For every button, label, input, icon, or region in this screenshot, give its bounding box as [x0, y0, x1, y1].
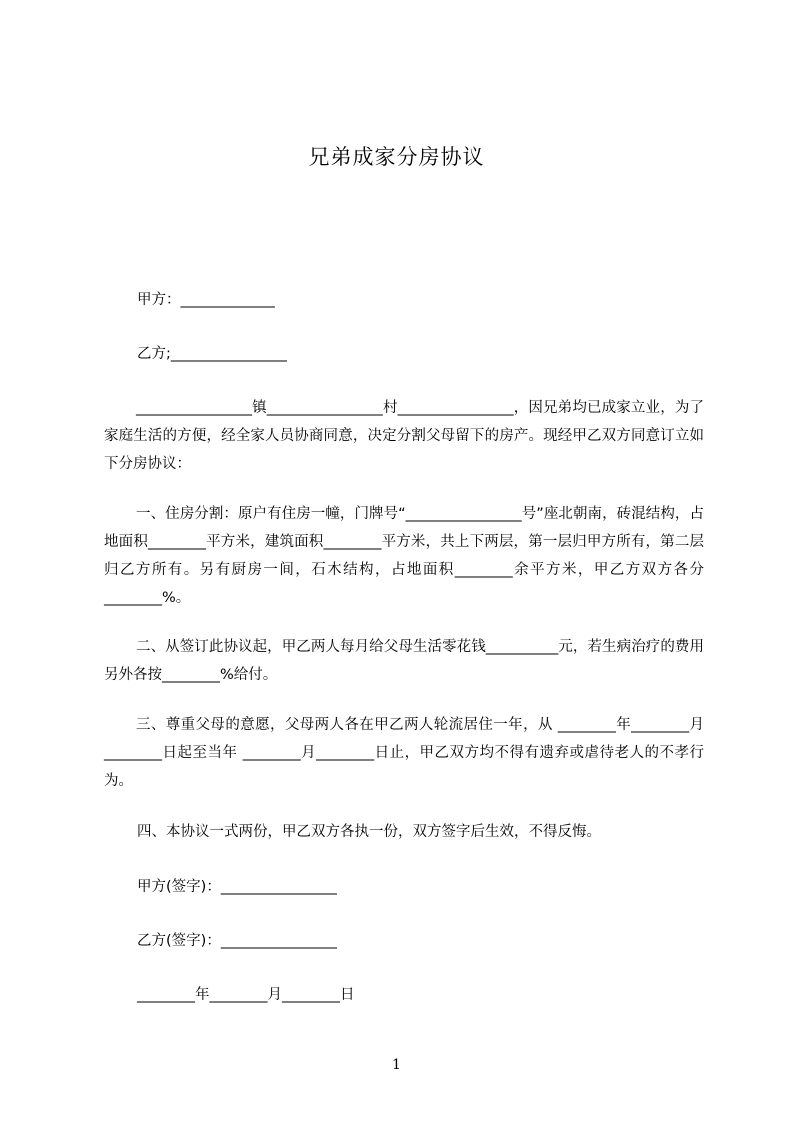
clause-2-paragraph: 二、从签订此协议起，甲乙两人每月给父母生活零花钱__________元，若生病治疗的费用另外各按________%给付。 — [104, 639, 704, 683]
party-a-signature-line: 甲方(签字)：________________ — [137, 879, 337, 895]
party-a-line: 甲方：_____________ — [137, 292, 275, 308]
clause-1-paragraph: 一、住房分割：原户有住房一幢，门牌号“________________号”座北朝南，砖混结构，占地面积________平方米，建筑面积________平方米，共上下两层，第一层归甲方所有，第二层归乙方所有。另有厨房一间，石木结构，占地面积________余平方米，甲乙方双方各分________%。 — [104, 506, 704, 606]
clause-4-paragraph: 四、本协议一式两份，甲乙双方各执一份，双方签字后生效，不得反悔。 — [137, 824, 601, 840]
clause-3-paragraph: 三、尊重父母的意愿，父母两人各在甲乙两人轮流居住一年，从 ________年________月________日起至当年 ________月________日止，甲乙双方均不得有遗弃或虐待老人的不孝行为。 — [104, 717, 704, 789]
party-b-signature-line: 乙方(签字)：________________ — [137, 933, 337, 949]
document-title: 兄弟成家分房协议 — [308, 145, 485, 169]
date-line: ________年________月________日 — [137, 987, 355, 1003]
party-b-line: 乙方;________________ — [137, 346, 287, 362]
page-number: 1 — [392, 1057, 401, 1073]
intro-paragraph: ________________镇________________村________________，因兄弟均已成家立业，为了家庭生活的方便，经全家人员协商同意，决定分割父母留下的房产。现经甲乙双方同意订立如下分房协议： — [104, 400, 704, 472]
